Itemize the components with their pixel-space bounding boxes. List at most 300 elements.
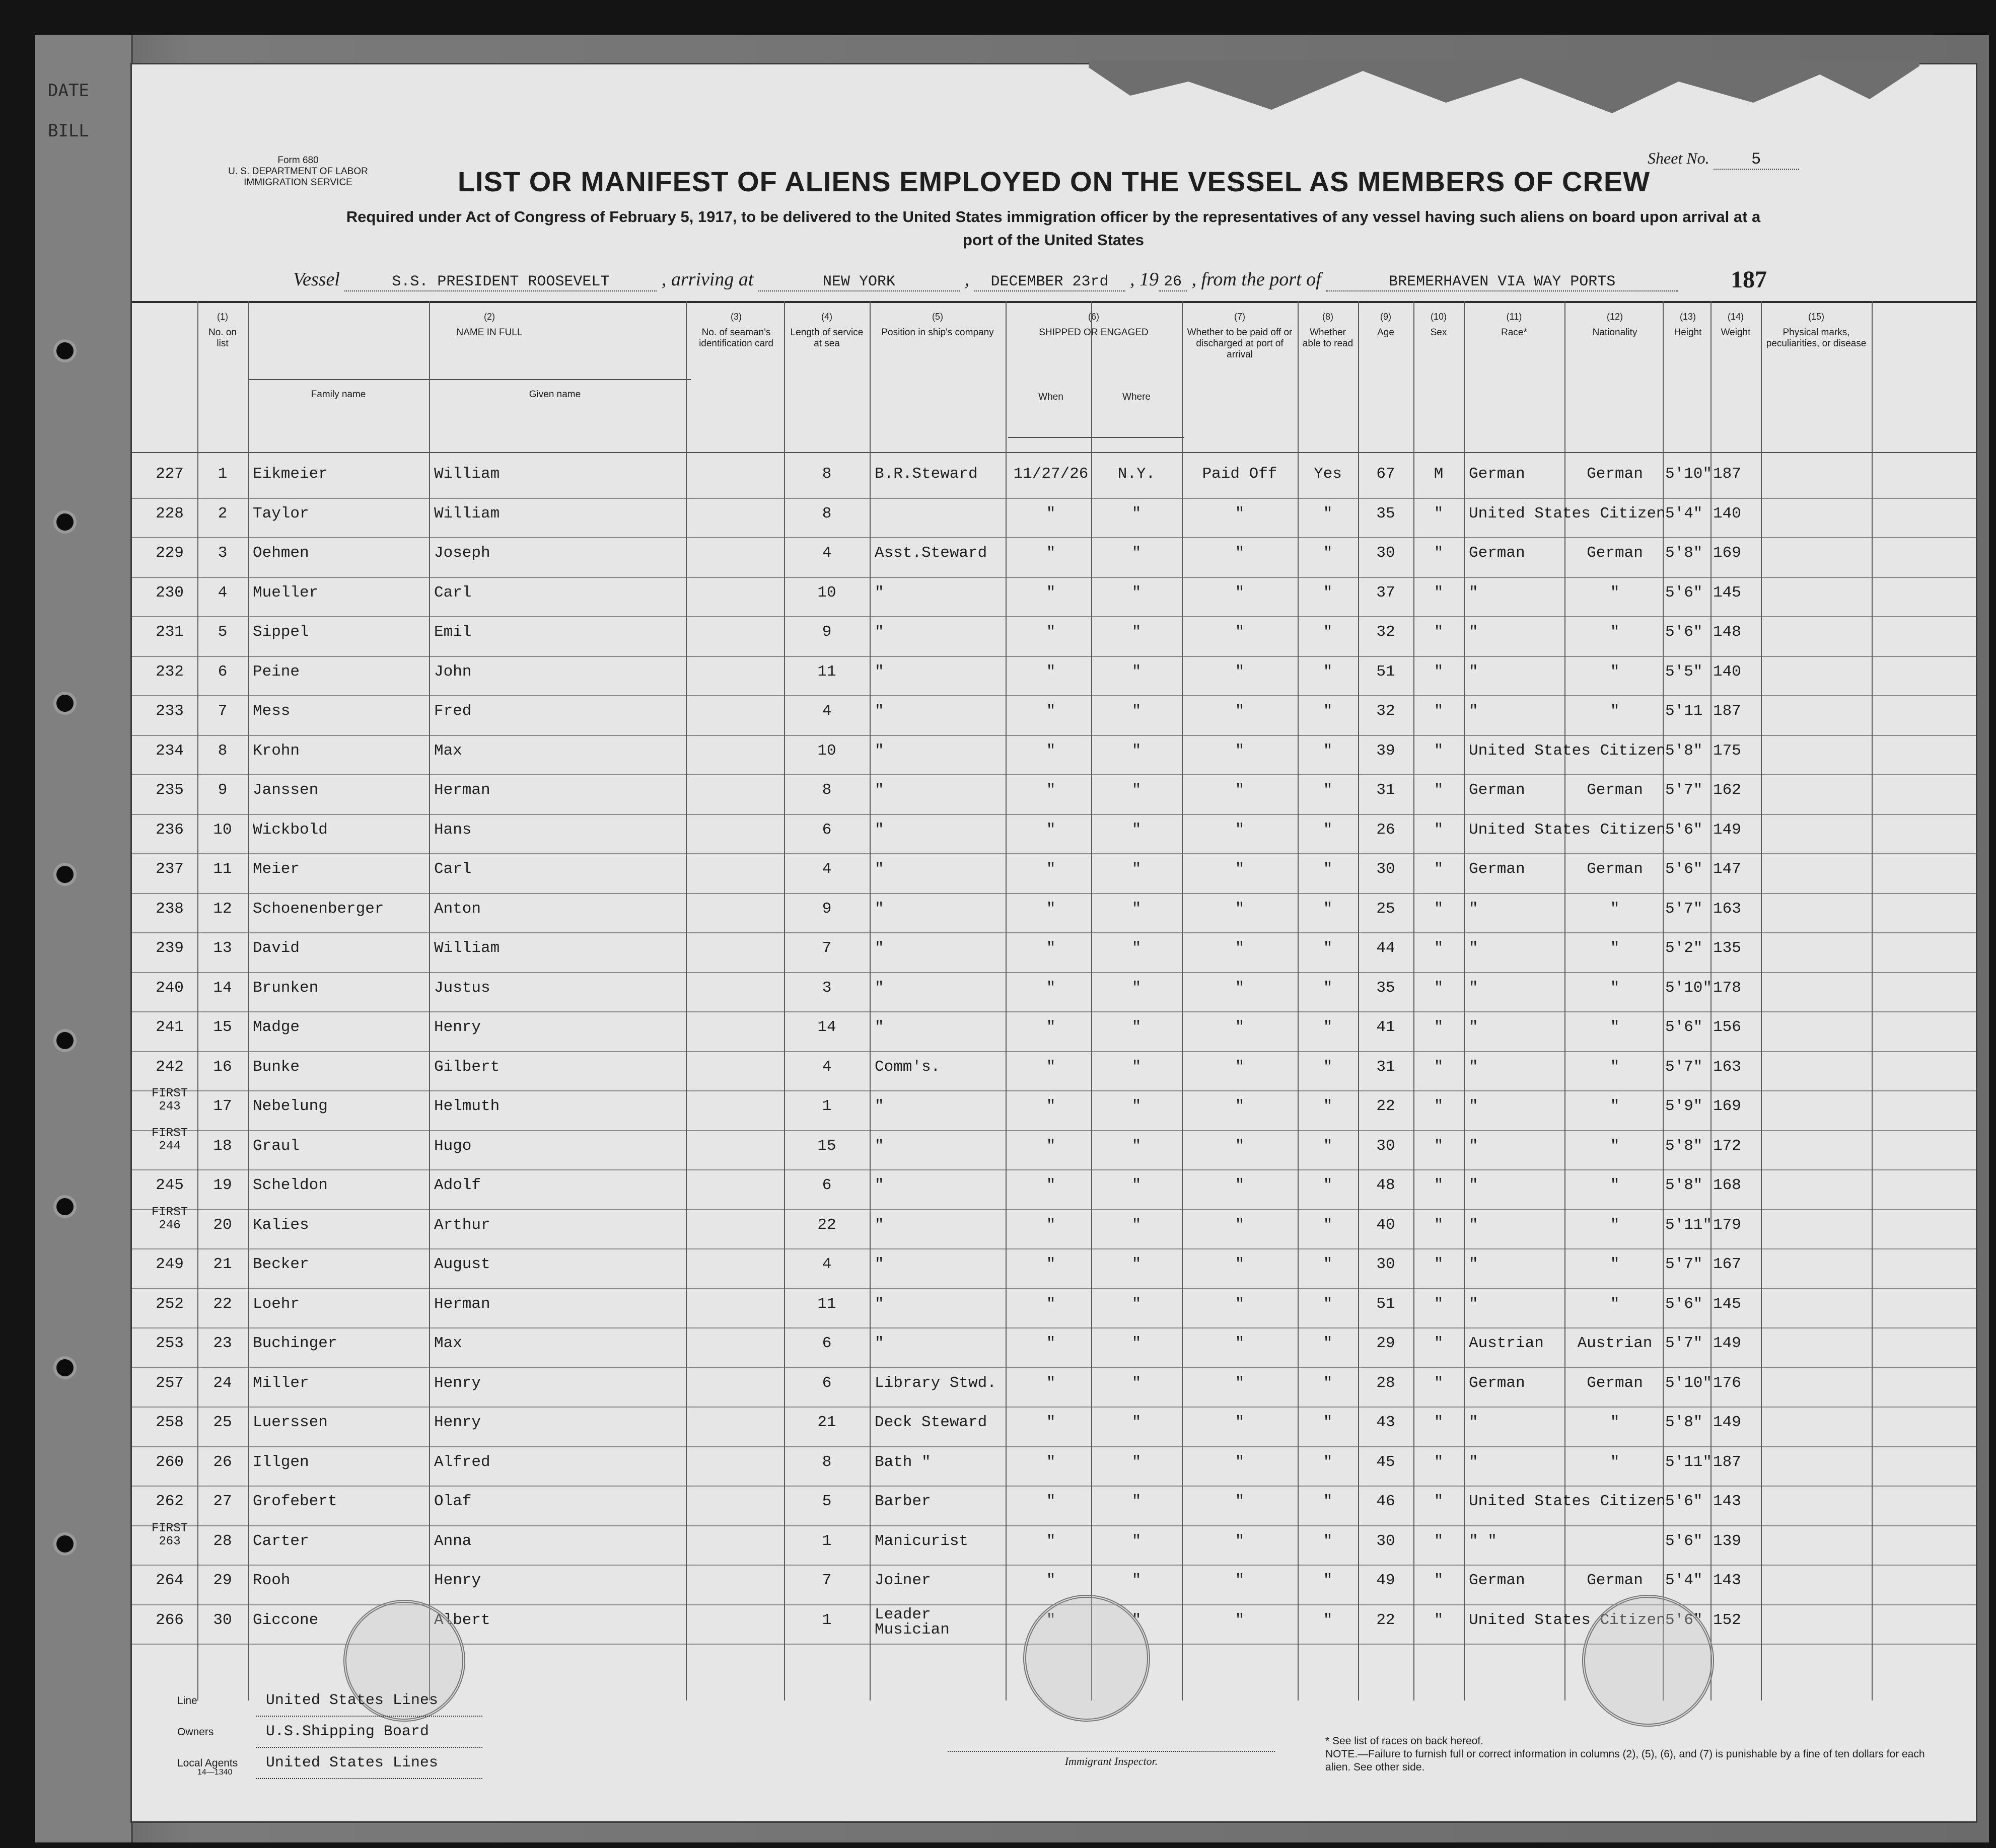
cell-where: " xyxy=(1131,1572,1142,1589)
binder-label xyxy=(48,70,89,151)
cell-when: " xyxy=(1046,821,1056,839)
cell-ref: 227 xyxy=(156,465,184,483)
cell-sex: " xyxy=(1434,623,1444,641)
cell-race: German xyxy=(1469,860,1525,878)
cell-race: German xyxy=(1469,1374,1525,1392)
cell-where: " xyxy=(1131,623,1142,641)
cell-service: 8 xyxy=(822,504,832,523)
cell-where: " xyxy=(1131,504,1142,523)
departure-port: BREMERHAVEN VIA WAY PORTS xyxy=(1326,273,1678,291)
table-row xyxy=(132,778,1976,818)
cell-sex: " xyxy=(1434,1018,1444,1036)
cell-service: 21 xyxy=(817,1414,836,1431)
cell-race: United States Citizen xyxy=(1469,504,1666,523)
cell-nationality: " xyxy=(1610,1018,1620,1036)
cell-when: " xyxy=(1046,1097,1056,1115)
cell-ref: 258 xyxy=(156,1414,184,1431)
header-num: (5) xyxy=(932,312,943,322)
cell-family: Wickbold xyxy=(253,821,328,839)
cell-ref: 233 xyxy=(156,702,184,720)
cell-ref: 231 xyxy=(156,623,184,641)
cell-age: 45 xyxy=(1376,1453,1395,1471)
cell-where: " xyxy=(1131,1611,1142,1629)
cell-age: 32 xyxy=(1376,702,1395,720)
cell-service: 15 xyxy=(817,1137,836,1155)
header-position xyxy=(872,311,1003,338)
cell-no: 5 xyxy=(218,623,228,641)
table-row xyxy=(132,1252,1976,1292)
cell-sex: " xyxy=(1434,1255,1444,1273)
subtitle-line-1: Required under Act of Congress of February 5, 1917, to be delivered to the United States immigration officer by the representatives of any vessel having such aliens on board upon arrival at a xyxy=(346,208,1761,226)
cell-paid: " xyxy=(1235,1414,1245,1431)
cell-given: Henry xyxy=(434,1572,481,1589)
voyage-line: Vessel S.S. PRESIDENT ROOSEVELT , arriving at NEW YORK , DECEMBER 23rd , 19 26 , from the port of BREMERHAVEN VIA WAY PORTS xyxy=(293,268,1930,291)
cell-age: 22 xyxy=(1376,1611,1395,1629)
cell-given: August xyxy=(434,1255,490,1273)
cell-when: " xyxy=(1046,1572,1056,1589)
cell-no: 15 xyxy=(213,1018,232,1036)
cell-race: " xyxy=(1469,1216,1478,1234)
cell-age: 32 xyxy=(1376,623,1395,641)
table-row xyxy=(132,1015,1976,1055)
cell-nationality: Austrian xyxy=(1577,1335,1653,1352)
cell-family: Luerssen xyxy=(253,1414,328,1431)
consulate-stamp xyxy=(1582,1595,1714,1727)
cell-sex: " xyxy=(1434,860,1444,878)
cell-sex: " xyxy=(1434,1453,1444,1471)
cell-nationality: " xyxy=(1610,979,1620,997)
cell-paid: " xyxy=(1235,1018,1245,1036)
owners-label: Owners xyxy=(177,1726,214,1738)
cell-service: 1 xyxy=(822,1532,832,1550)
cell-age: 30 xyxy=(1376,1255,1395,1273)
header-num: (6) xyxy=(1088,312,1099,322)
cell-height: 5'8" xyxy=(1665,1176,1703,1194)
cell-read: " xyxy=(1323,781,1333,799)
cell-no: 17 xyxy=(213,1097,232,1115)
header-num: (10) xyxy=(1430,312,1447,322)
cell-read: " xyxy=(1323,623,1333,641)
cell-age: 31 xyxy=(1376,781,1395,799)
cell-where: " xyxy=(1131,781,1142,799)
cell-race: " xyxy=(1469,1176,1478,1194)
cell-sex: " xyxy=(1434,1216,1444,1234)
table-row xyxy=(132,1490,1976,1529)
cell-position: " xyxy=(875,1176,884,1194)
cell-no: 9 xyxy=(218,781,228,799)
cell-race: " xyxy=(1469,623,1478,641)
cell-paid: Paid Off xyxy=(1202,465,1277,483)
cell-given: Hans xyxy=(434,821,472,839)
cell-sex: " xyxy=(1434,900,1444,918)
header-num: (2) xyxy=(484,312,495,322)
cell-service: 9 xyxy=(822,900,832,918)
cell-weight: 143 xyxy=(1713,1493,1741,1510)
cell-no: 28 xyxy=(213,1532,232,1550)
cell-position: " xyxy=(875,583,884,602)
cell-nationality: " xyxy=(1610,662,1620,681)
table-row xyxy=(132,1450,1976,1490)
cell-nationality: " xyxy=(1610,939,1620,957)
cell-height: 5'7" xyxy=(1665,900,1703,918)
cell-family: Scheldon xyxy=(253,1176,328,1194)
cell-paid: " xyxy=(1235,979,1245,997)
cell-read: " xyxy=(1323,1097,1333,1115)
header-num: (7) xyxy=(1234,312,1245,322)
cell-service: 10 xyxy=(817,583,836,602)
table-row xyxy=(132,818,1976,858)
cell-given: Albert xyxy=(434,1611,490,1629)
cell-position: B.R.Steward xyxy=(875,465,978,483)
cell-weight: 135 xyxy=(1713,939,1741,957)
cell-ref: FIRST 244 xyxy=(151,1126,188,1153)
cell-given: Henry xyxy=(434,1374,481,1392)
cell-family: Kalies xyxy=(253,1216,309,1234)
cell-ref: 266 xyxy=(156,1611,184,1629)
cell-read: " xyxy=(1323,1295,1333,1313)
cell-sex: " xyxy=(1434,702,1444,720)
cell-read: " xyxy=(1323,1453,1333,1471)
header-num: (11) xyxy=(1506,312,1522,322)
cell-age: 26 xyxy=(1376,821,1395,839)
manifest-sheet xyxy=(132,64,1976,1821)
header-num: (12) xyxy=(1606,312,1623,322)
header-where: Where xyxy=(1122,392,1151,402)
cell-given: Gilbert xyxy=(434,1058,500,1076)
cell-service: 6 xyxy=(822,821,832,839)
cell-given: William xyxy=(434,465,500,483)
header-num: (1) xyxy=(217,312,228,322)
cell-where: " xyxy=(1131,1058,1142,1076)
cell-no: 19 xyxy=(213,1176,232,1194)
cell-read: " xyxy=(1323,1255,1333,1273)
cell-family: Sippel xyxy=(253,623,309,641)
cell-position: Joiner xyxy=(875,1572,931,1589)
cell-family: Miller xyxy=(253,1374,309,1392)
cell-family: Eikmeier xyxy=(253,465,328,483)
form-code: 14—1340 xyxy=(197,1768,233,1777)
cell-race: " xyxy=(1469,979,1478,997)
cell-ref: 232 xyxy=(156,662,184,681)
cell-height: 5'6" xyxy=(1665,1018,1703,1036)
cell-no: 4 xyxy=(218,583,228,602)
cell-given: Herman xyxy=(434,781,490,799)
cell-when: " xyxy=(1046,1176,1056,1194)
cell-sex: " xyxy=(1434,821,1444,839)
cell-service: 6 xyxy=(822,1335,832,1352)
cell-weight: 178 xyxy=(1713,979,1741,997)
cell-family: Loehr xyxy=(253,1295,300,1313)
cell-age: 29 xyxy=(1376,1335,1395,1352)
cell-read: " xyxy=(1323,1335,1333,1352)
header-given-name: Given name xyxy=(529,389,581,400)
header-text: Weight xyxy=(1721,327,1751,338)
table-row xyxy=(132,1371,1976,1411)
cell-family: Becker xyxy=(253,1255,309,1273)
cell-where: " xyxy=(1131,1097,1142,1115)
cell-age: 44 xyxy=(1376,939,1395,957)
cell-age: 43 xyxy=(1376,1414,1395,1431)
cell-weight: 145 xyxy=(1713,1295,1741,1313)
cell-when: " xyxy=(1046,979,1056,997)
cell-race: " xyxy=(1469,1453,1478,1471)
cell-age: 49 xyxy=(1376,1572,1395,1589)
cell-family: Peine xyxy=(253,662,300,681)
from-label: , from the port of xyxy=(1191,269,1321,290)
table-row xyxy=(132,857,1976,897)
cell-nationality: German xyxy=(1587,860,1643,878)
footer-line-owners-agents xyxy=(177,1685,482,1777)
cell-read: " xyxy=(1323,662,1333,681)
serial-number: 187 xyxy=(1731,266,1767,293)
cell-family: Grofebert xyxy=(253,1493,337,1510)
binder-hole xyxy=(56,695,74,712)
sheet-number-value: 5 xyxy=(1714,150,1799,170)
cell-position: " xyxy=(875,702,884,720)
cell-where: " xyxy=(1131,662,1142,681)
race-note: * See list of races on back hereof. xyxy=(1325,1735,1484,1747)
cell-sex: " xyxy=(1434,1335,1444,1352)
header-family-name: Family name xyxy=(311,389,366,400)
cell-position: " xyxy=(875,1216,884,1234)
cell-when: " xyxy=(1046,1216,1056,1234)
header-paid-off xyxy=(1184,311,1295,360)
cell-service: 1 xyxy=(822,1097,832,1115)
cell-given: Henry xyxy=(434,1414,481,1431)
cell-given: Max xyxy=(434,742,462,760)
cell-read: " xyxy=(1323,1611,1333,1629)
cell-given: Max xyxy=(434,1335,462,1352)
cell-nationality: " xyxy=(1610,583,1620,602)
cell-no: 2 xyxy=(218,504,228,523)
cell-ref: 242 xyxy=(156,1058,184,1076)
cell-service: 22 xyxy=(817,1216,836,1234)
line-value: United States Lines xyxy=(256,1685,482,1717)
cell-where: " xyxy=(1131,1255,1142,1273)
cell-paid: " xyxy=(1235,821,1245,839)
cell-family: Meier xyxy=(253,860,300,878)
cell-paid: " xyxy=(1235,1374,1245,1392)
cell-paid: " xyxy=(1235,1137,1245,1155)
cell-sex: " xyxy=(1434,1493,1444,1510)
cell-height: 5'9" xyxy=(1665,1097,1703,1115)
cell-given: Herman xyxy=(434,1295,490,1313)
cell-service: 4 xyxy=(822,1058,832,1076)
cell-ref: FIRST 243 xyxy=(151,1087,188,1114)
cell-position: Comm's. xyxy=(875,1058,941,1076)
cell-sex: " xyxy=(1434,1295,1444,1313)
cell-ref: 249 xyxy=(156,1255,184,1273)
cell-ref: 240 xyxy=(156,979,184,997)
cell-no: 11 xyxy=(213,860,232,878)
cell-given: Arthur xyxy=(434,1216,490,1234)
cell-where: " xyxy=(1131,583,1142,602)
header-num: (14) xyxy=(1727,312,1744,322)
cell-height: 5'7" xyxy=(1665,1255,1703,1273)
table-row xyxy=(132,1292,1976,1332)
cell-position: Library Stwd. xyxy=(875,1374,996,1392)
arrival-date: DECEMBER 23rd xyxy=(974,273,1125,291)
cell-sex: " xyxy=(1434,1137,1444,1155)
cell-age: 31 xyxy=(1376,1058,1395,1076)
cell-age: 30 xyxy=(1376,860,1395,878)
cell-given: Henry xyxy=(434,1018,481,1036)
table-row xyxy=(132,1087,1976,1134)
cell-family: Madge xyxy=(253,1018,300,1036)
cell-weight: 168 xyxy=(1713,1176,1741,1194)
table-row xyxy=(132,660,1976,700)
header-rule xyxy=(132,452,1976,453)
cell-service: 11 xyxy=(817,1295,836,1313)
cell-where: " xyxy=(1131,1216,1142,1234)
cell-race: United States Citizen xyxy=(1469,1493,1666,1510)
cell-race: " xyxy=(1469,1058,1478,1076)
cell-where: N.Y. xyxy=(1117,465,1156,483)
cell-paid: " xyxy=(1235,742,1245,760)
header-physical-marks xyxy=(1763,311,1869,349)
cell-read: " xyxy=(1323,1532,1333,1550)
cell-service: 4 xyxy=(822,860,832,878)
cell-when: " xyxy=(1046,1493,1056,1510)
cell-sex: " xyxy=(1434,1572,1444,1589)
cell-when: " xyxy=(1046,583,1056,602)
cell-weight: 167 xyxy=(1713,1255,1741,1273)
cell-sex: " xyxy=(1434,544,1444,562)
header-rule xyxy=(248,379,691,380)
header-able-to-read xyxy=(1300,311,1356,349)
cell-race: German xyxy=(1469,465,1525,483)
arrival-year: 26 xyxy=(1159,273,1187,291)
cell-when: " xyxy=(1046,1374,1056,1392)
cell-ref: 262 xyxy=(156,1493,184,1510)
cell-where: " xyxy=(1131,821,1142,839)
cell-paid: " xyxy=(1235,544,1245,562)
cell-weight: 145 xyxy=(1713,583,1741,602)
header-num: (8) xyxy=(1322,312,1333,322)
header-text: NAME IN FULL xyxy=(456,327,523,338)
footer-owners xyxy=(177,1717,482,1748)
cell-read: " xyxy=(1323,1414,1333,1431)
vessel-label: Vessel xyxy=(293,269,340,290)
cell-when: " xyxy=(1046,1453,1056,1471)
binder-hole xyxy=(56,1198,74,1215)
cell-age: 37 xyxy=(1376,583,1395,602)
cell-paid: " xyxy=(1235,504,1245,523)
cell-paid: " xyxy=(1235,1453,1245,1471)
cell-sex: " xyxy=(1434,1097,1444,1115)
cell-given: Helmuth xyxy=(434,1097,500,1115)
cell-age: 28 xyxy=(1376,1374,1395,1392)
cell-position: " xyxy=(875,860,884,878)
cell-ref: 245 xyxy=(156,1176,184,1194)
cell-race: " xyxy=(1469,939,1478,957)
cell-ref: 264 xyxy=(156,1572,184,1589)
cell-no: 7 xyxy=(218,702,228,720)
header-weight xyxy=(1710,311,1761,338)
cell-read: " xyxy=(1323,1176,1333,1194)
cell-paid: " xyxy=(1235,623,1245,641)
cell-sex: " xyxy=(1434,1414,1444,1431)
cell-height: 5'6" xyxy=(1665,1493,1703,1510)
cell-age: 35 xyxy=(1376,979,1395,997)
binder-strip xyxy=(35,35,133,1842)
header-race xyxy=(1466,311,1562,338)
cell-height: 5'5" xyxy=(1665,662,1703,681)
cell-ref: 228 xyxy=(156,504,184,523)
cell-weight: 187 xyxy=(1713,465,1741,483)
cell-family: Giccone xyxy=(253,1611,319,1629)
cell-paid: " xyxy=(1235,860,1245,878)
cell-ref: 229 xyxy=(156,544,184,562)
cell-sex: " xyxy=(1434,1058,1444,1076)
cell-when: " xyxy=(1046,1611,1056,1629)
cell-height: 5'8" xyxy=(1665,1137,1703,1155)
cell-read: " xyxy=(1323,821,1333,839)
cell-age: 39 xyxy=(1376,742,1395,760)
cell-when: " xyxy=(1046,1255,1056,1273)
cell-ref: 252 xyxy=(156,1295,184,1313)
cell-sex: " xyxy=(1434,939,1444,957)
cell-age: 22 xyxy=(1376,1097,1395,1115)
cell-weight: 179 xyxy=(1713,1216,1741,1234)
cell-family: Illgen xyxy=(253,1453,309,1471)
cell-family: Buchinger xyxy=(253,1335,337,1352)
footer-line xyxy=(177,1685,482,1717)
cell-height: 5'6" xyxy=(1665,1611,1703,1629)
torn-edge xyxy=(1089,60,1919,131)
form-number: Form 680 xyxy=(277,155,319,166)
cell-ref: 234 xyxy=(156,742,184,760)
binder-hole xyxy=(56,342,74,359)
cell-race: " xyxy=(1469,1018,1478,1036)
cell-nationality: " xyxy=(1610,1137,1620,1155)
cell-height: 5'10" xyxy=(1665,465,1713,483)
cell-ref: 238 xyxy=(156,900,184,918)
cell-where: " xyxy=(1131,860,1142,878)
cell-service: 1 xyxy=(822,1611,832,1629)
binder-hole xyxy=(56,1535,74,1553)
form-service: IMMIGRATION SERVICE xyxy=(244,177,352,188)
cell-paid: " xyxy=(1235,1572,1245,1589)
cell-when: " xyxy=(1046,742,1056,760)
table-row xyxy=(132,739,1976,779)
cell-race: Austrian xyxy=(1469,1335,1544,1352)
cell-when: " xyxy=(1046,544,1056,562)
cell-service: 7 xyxy=(822,939,832,957)
cell-family: Schoenenberger xyxy=(253,900,384,918)
cell-read: " xyxy=(1323,1058,1333,1076)
table-row xyxy=(132,1055,1976,1095)
table-row xyxy=(132,1173,1976,1213)
cell-nationality: " xyxy=(1610,1176,1620,1194)
header-text: Age xyxy=(1377,327,1394,338)
cell-service: 9 xyxy=(822,623,832,641)
cell-no: 8 xyxy=(218,742,228,760)
cell-read: " xyxy=(1323,979,1333,997)
cell-position: " xyxy=(875,1295,884,1313)
cell-nationality: " xyxy=(1610,1255,1620,1273)
cell-where: " xyxy=(1131,1176,1142,1194)
cell-read: " xyxy=(1323,504,1333,523)
cell-service: 6 xyxy=(822,1374,832,1392)
cell-position: " xyxy=(875,900,884,918)
cell-ref: 260 xyxy=(156,1453,184,1471)
cell-height: 5'4" xyxy=(1665,504,1703,523)
header-text: Whether to be paid off or discharged at port of arrival xyxy=(1187,327,1293,360)
cell-race: " xyxy=(1469,1097,1478,1115)
cell-family: Oehmen xyxy=(253,544,309,562)
cell-nationality: " xyxy=(1610,1216,1620,1234)
